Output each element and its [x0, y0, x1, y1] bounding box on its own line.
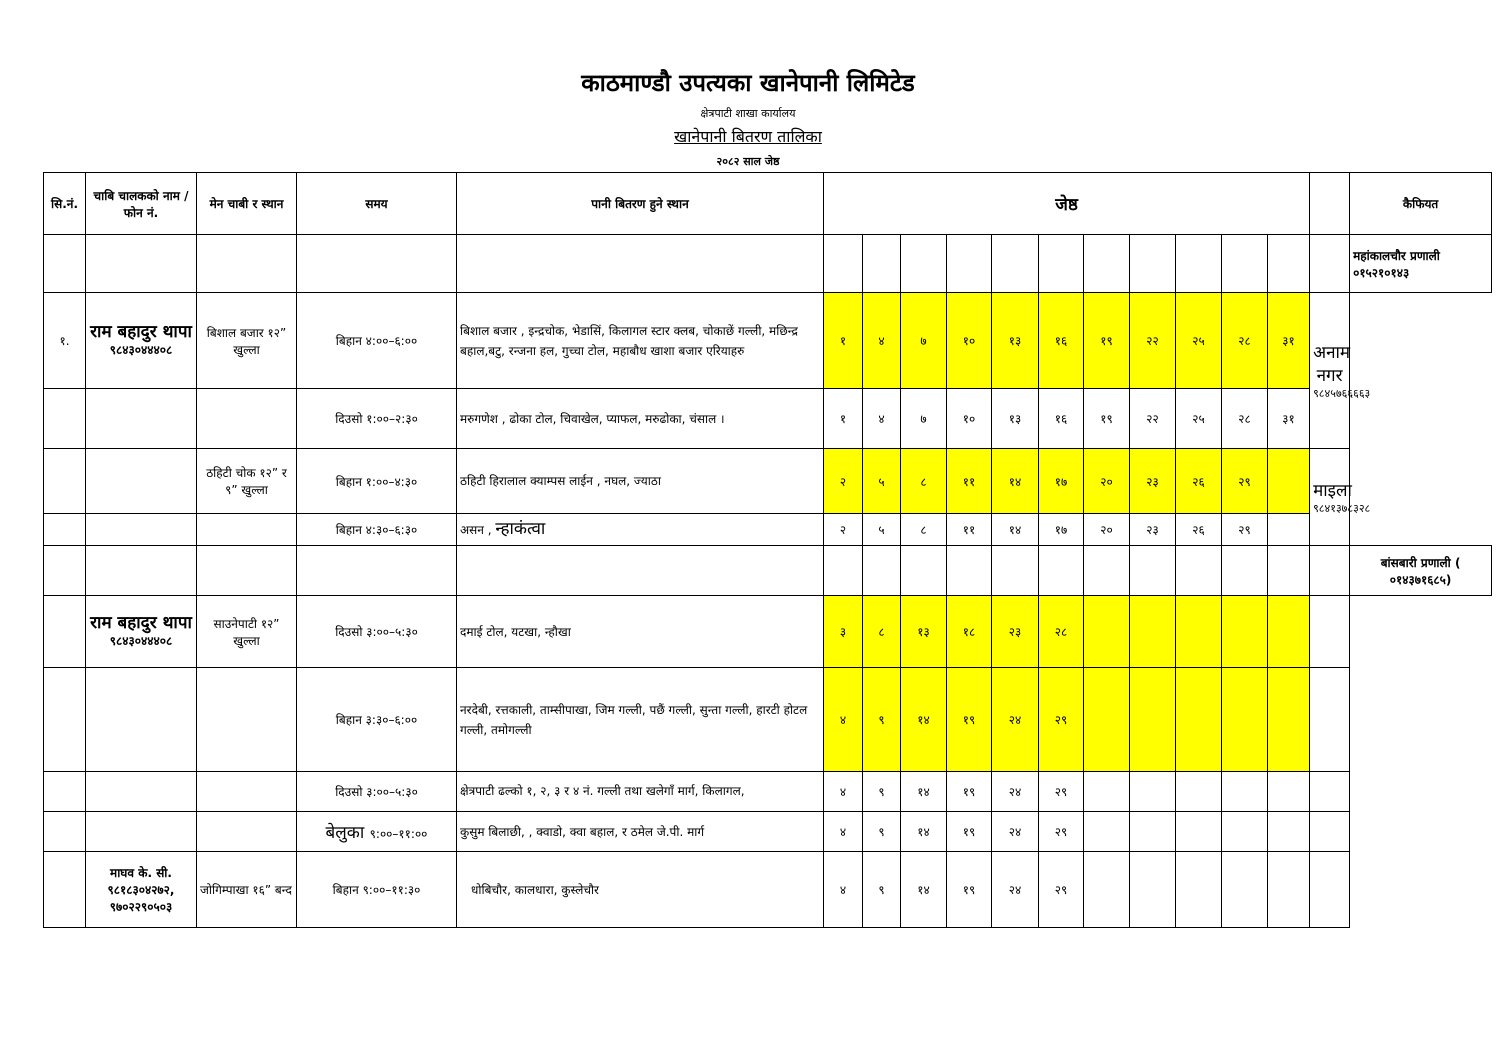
- day-cell: ८: [863, 596, 901, 668]
- day-cell: [1130, 772, 1176, 812]
- day-cell: ९: [863, 772, 901, 812]
- remark-person: माइला: [1313, 481, 1352, 501]
- table-row: [44, 514, 1492, 546]
- time-slot: [297, 812, 457, 852]
- day-cell: ५: [863, 514, 901, 546]
- place-list: [457, 514, 824, 546]
- day-cell: [1176, 772, 1222, 812]
- day-cell: २५: [1176, 293, 1222, 389]
- remark-phone: ९८४१३७८३२८: [1313, 502, 1371, 515]
- day-cell: ७: [901, 389, 947, 449]
- col-blank: [1310, 173, 1350, 235]
- day-cell: २२: [1130, 293, 1176, 389]
- time-label: बेलुका: [325, 823, 370, 843]
- valve-location: बिशाल बजार १२” खुल्ला: [197, 293, 297, 389]
- day-cell: ३: [824, 596, 863, 668]
- day-cell: १९: [947, 852, 992, 928]
- day-cell: [1268, 812, 1310, 852]
- valve-location: ठहिटी चोक १२” र ९” खुल्ला: [197, 449, 297, 514]
- day-cell: ४: [824, 812, 863, 852]
- time-slot: बिहान ९:००–११:३०: [297, 852, 457, 928]
- day-cell: [1268, 668, 1310, 772]
- day-cell: १६: [1039, 293, 1084, 389]
- day-cell: २८: [1222, 293, 1268, 389]
- day-cell: ३१: [1268, 389, 1310, 449]
- time-slot: दिउसो ३:००–५:३०: [297, 596, 457, 668]
- day-cell: ९: [863, 852, 901, 928]
- valve-location: साउनेपाटी १२” खुल्ला: [197, 596, 297, 668]
- remark-area: अनाम नगर: [1313, 343, 1351, 386]
- day-cell: [1130, 668, 1176, 772]
- table-row: [44, 449, 1492, 514]
- operator-phone: ९८४३०४४४०८: [109, 342, 173, 357]
- day-cell: १: [824, 389, 863, 449]
- place-list: धोबिचौर, कालधारा, कुस्लेचौर: [457, 852, 824, 928]
- day-cell: ४: [824, 852, 863, 928]
- day-cell: [1176, 596, 1222, 668]
- day-cell: २९: [1039, 812, 1084, 852]
- col-sn: सि.नं.: [44, 173, 86, 235]
- operator-cell: [86, 596, 197, 668]
- day-cell: २३: [1130, 514, 1176, 546]
- valve-location: जोगिम्पाखा १६” बन्द: [197, 852, 297, 928]
- day-cell: [1130, 596, 1176, 668]
- day-cell: [1176, 668, 1222, 772]
- day-cell: ११: [947, 449, 992, 514]
- system-row: [44, 235, 1492, 293]
- day-cell: [1268, 514, 1310, 546]
- day-cell: २: [824, 449, 863, 514]
- day-cell: ४: [863, 389, 901, 449]
- table-row: [44, 596, 1492, 668]
- day-cell: ९: [863, 668, 901, 772]
- branch-office: क्षेत्रपाटी शाखा कार्यालय: [700, 107, 796, 120]
- day-cell: २०: [1084, 514, 1130, 546]
- remarks-maila: [1310, 449, 1371, 546]
- day-cell: २४: [992, 812, 1039, 852]
- day-cell: १९: [1084, 293, 1130, 389]
- day-cell: [1268, 449, 1310, 514]
- operator-cell: [86, 852, 197, 928]
- place-b: न्हाकंत्वा: [495, 519, 546, 539]
- day-cell: ५: [863, 449, 901, 514]
- system-label-bansbari: बांसबारी प्रणाली ( ०१४३७१६८५): [1350, 546, 1492, 596]
- day-cell: ११: [947, 514, 992, 546]
- day-cell: २५: [1176, 389, 1222, 449]
- day-cell: २: [824, 514, 863, 546]
- time-range: ९:००–११:००: [369, 827, 428, 841]
- day-cell: २२: [1130, 389, 1176, 449]
- day-cell: १९: [947, 668, 992, 772]
- day-cell: २९: [1039, 772, 1084, 812]
- day-cell: [1222, 668, 1268, 772]
- place-list: मरुगणेश , ढोका टोल, चिवाखेल, प्याफल, मरुढोका, चंसाल ।: [457, 389, 824, 449]
- place-list: बिशाल बजार , इन्द्रचोक, भेडासिं, किलागल स्टार क्लब, चोकाछें गल्ली, मछिन्द्र बहाल,बटु, रन्जना हल, गुच्चा टोल, महाबौध खाशा बजार एरियाहरु: [457, 293, 824, 389]
- remark-phone: ९८४५७६६६६३: [1313, 387, 1371, 400]
- day-cell: २४: [992, 772, 1039, 812]
- day-cell: २०: [1084, 449, 1130, 514]
- day-cell: ४: [824, 668, 863, 772]
- place-list: ठहिटी हिरालाल क्याम्पस लाईन , नघल, ज्याठा: [457, 449, 824, 514]
- day-cell: [1176, 812, 1222, 852]
- table-row: [44, 812, 1492, 852]
- day-cell: २३: [992, 596, 1039, 668]
- day-cell: [1222, 852, 1268, 928]
- day-cell: [1084, 852, 1130, 928]
- day-cell: २९: [1222, 514, 1268, 546]
- day-cell: [1084, 772, 1130, 812]
- day-cell: [1222, 812, 1268, 852]
- col-place: पानी बितरण हुने स्थान: [457, 173, 824, 235]
- day-cell: ८: [901, 449, 947, 514]
- day-cell: १४: [992, 449, 1039, 514]
- day-cell: १९: [1084, 389, 1130, 449]
- day-cell: १४: [901, 668, 947, 772]
- year-month: २०८२ साल जेष्ठ: [716, 155, 780, 168]
- operator-phone: ९८४३०४४४०८: [109, 633, 173, 648]
- serial-number: १.: [44, 293, 86, 389]
- day-cell: [1084, 596, 1130, 668]
- operator-name: राम बहादुर थापा: [90, 612, 192, 633]
- day-cell: १०: [947, 293, 992, 389]
- day-cell: २३: [1130, 449, 1176, 514]
- day-cell: १४: [901, 852, 947, 928]
- day-cell: २९: [1039, 852, 1084, 928]
- day-cell: ८: [901, 514, 947, 546]
- time-slot: बिहान ४:००–६:००: [297, 293, 457, 389]
- distribution-schedule-table: [43, 172, 1492, 928]
- day-cell: [1222, 772, 1268, 812]
- day-cell: १८: [947, 596, 992, 668]
- day-cell: [1084, 668, 1130, 772]
- day-cell: [1176, 852, 1222, 928]
- col-operator: चाबि चालकको नाम / फोन नं.: [86, 173, 197, 235]
- day-cell: २६: [1176, 449, 1222, 514]
- col-main-valve: मेन चाबी र स्थान: [197, 173, 297, 235]
- day-cell: २९: [1222, 449, 1268, 514]
- day-cell: २४: [992, 852, 1039, 928]
- system-row: [44, 546, 1492, 596]
- day-cell: २८: [1222, 389, 1268, 449]
- day-cell: २६: [1176, 514, 1222, 546]
- day-cell: १९: [947, 812, 992, 852]
- table-row: [44, 293, 1492, 389]
- place-a: असन ,: [460, 523, 496, 537]
- day-cell: १: [824, 293, 863, 389]
- place-list: दमाई टोल, यटखा, न्हौखा: [457, 596, 824, 668]
- day-cell: १३: [992, 293, 1039, 389]
- header-row: [44, 173, 1492, 235]
- time-slot: बिहान ३:३०–६:००: [297, 668, 457, 772]
- day-cell: [1268, 852, 1310, 928]
- day-cell: [1130, 852, 1176, 928]
- time-slot: बिहान १:००–४:३०: [297, 449, 457, 514]
- day-cell: १४: [992, 514, 1039, 546]
- day-cell: २४: [992, 668, 1039, 772]
- col-remarks: कैफियत: [1350, 173, 1492, 235]
- day-cell: ३१: [1268, 293, 1310, 389]
- day-cell: १७: [1039, 449, 1084, 514]
- day-cell: १७: [1039, 514, 1084, 546]
- day-cell: २८: [1039, 596, 1084, 668]
- day-cell: ४: [824, 772, 863, 812]
- place-list: नरदेबी, रत्तकाली, ताम्सीपाखा, जिम गल्ली, पछैं गल्ली, सुन्ता गल्ली, हारटी होटल गल्ली, तमोगल्ली: [457, 668, 824, 772]
- remarks-anam-nagar: [1310, 293, 1371, 449]
- operator-cell: [86, 293, 197, 389]
- time-slot: दिउसो ३:००–५:३०: [297, 772, 457, 812]
- operator-phone: ९८१८३०४२७२, ९७०२२९०५०३: [107, 883, 175, 914]
- day-cell: १३: [992, 389, 1039, 449]
- col-month: जेष्ठ: [824, 173, 1310, 235]
- day-cell: [1084, 812, 1130, 852]
- place-list: कुसुम बिलाछी, , क्वाडो, क्वा बहाल, र ठमेल जे.पी. मार्ग: [457, 812, 824, 852]
- table-row: [44, 772, 1492, 812]
- table-row: [44, 852, 1492, 928]
- day-cell: [1268, 596, 1310, 668]
- col-time: समय: [297, 173, 457, 235]
- day-cell: [1268, 772, 1310, 812]
- document-title: खानेपानी बितरण तालिका: [674, 127, 822, 146]
- time-slot: बिहान ४:३०–६:३०: [297, 514, 457, 546]
- day-cell: १९: [947, 772, 992, 812]
- table-row: [44, 389, 1492, 449]
- organization-title: काठमाण्डौ उपत्यका खानेपानी लिमिटेड: [581, 69, 915, 97]
- place-list: क्षेत्रपाटी ढल्को १, २, ३ र ४ नं. गल्ली तथा खलेगाँ मार्ग, किलागल,: [457, 772, 824, 812]
- operator-name: राम बहादुर थापा: [90, 321, 192, 342]
- day-cell: ७: [901, 293, 947, 389]
- day-cell: १४: [901, 812, 947, 852]
- day-cell: २९: [1039, 668, 1084, 772]
- time-slot: दिउसो १:००–२:३०: [297, 389, 457, 449]
- day-cell: १४: [901, 772, 947, 812]
- table-row: [44, 668, 1492, 772]
- day-cell: ४: [863, 293, 901, 389]
- day-cell: १३: [901, 596, 947, 668]
- system-label-mahankalchaur: महांकालचौर प्रणाली ०१५२१०१४३: [1350, 235, 1492, 293]
- day-cell: ९: [863, 812, 901, 852]
- day-cell: १६: [1039, 389, 1084, 449]
- day-cell: [1222, 596, 1268, 668]
- operator-name: माघव के. सी.: [110, 866, 172, 880]
- day-cell: १०: [947, 389, 992, 449]
- day-cell: [1130, 812, 1176, 852]
